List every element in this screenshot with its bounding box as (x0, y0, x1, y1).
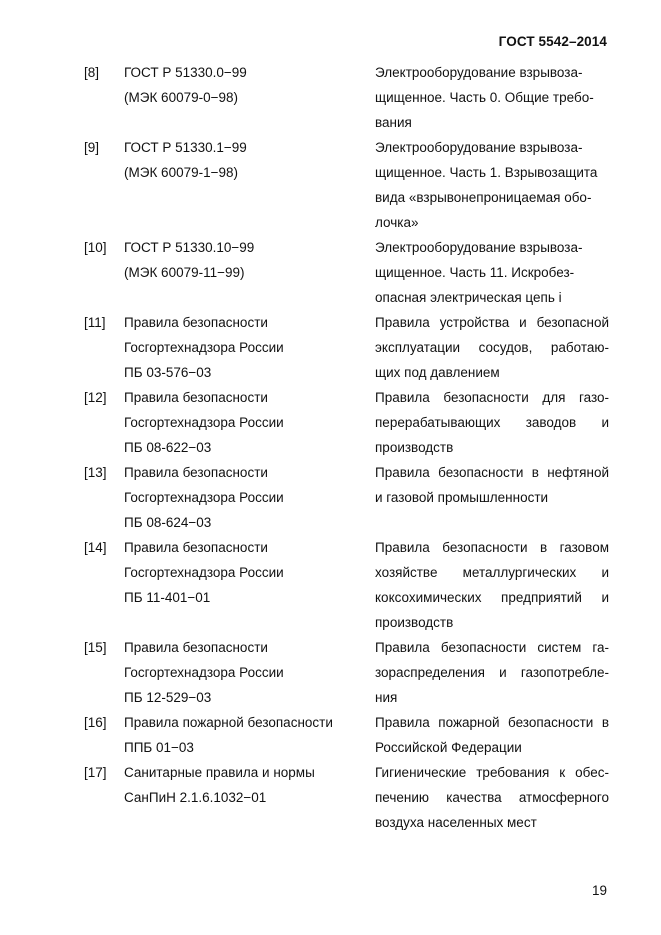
reference-document-line: (МЭК 60079-0−98) (124, 90, 238, 105)
reference-document-line: Госгортехнадзора России (124, 565, 284, 580)
reference-title-line: воздуха населенных мест (375, 815, 537, 830)
reference-title (375, 635, 609, 710)
reference-number: [16] (84, 715, 107, 730)
reference-document-line: (МЭК 60079-1−98) (124, 165, 238, 180)
reference-title (375, 60, 609, 135)
reference-row (84, 460, 609, 535)
reference-number: [13] (84, 465, 107, 480)
reference-document-line: Госгортехнадзора России (124, 340, 284, 355)
reference-number: [17] (84, 765, 107, 780)
reference-number: [14] (84, 540, 107, 555)
reference-title (375, 535, 609, 635)
reference-document-line: Правила безопасности (124, 540, 268, 555)
reference-title-line: производств (375, 615, 454, 630)
standard-header: ГОСТ 5542–2014 (498, 34, 607, 49)
reference-document-line: Госгортехнадзора России (124, 490, 284, 505)
reference-title-line: вида «взрывонепроницаемая обо- (375, 190, 592, 205)
reference-document-line: СанПиН 2.1.6.1032−01 (124, 790, 267, 805)
reference-row (84, 710, 609, 760)
page-number: 19 (591, 883, 607, 898)
reference-title-line: Электрооборудование взрывоза- (375, 240, 583, 255)
reference-title-line: и газовой промышленности (375, 490, 549, 505)
reference-title (375, 760, 609, 835)
reference-document-line: ГОСТ Р 51330.0−99 (124, 65, 247, 80)
reference-document (124, 760, 375, 810)
reference-title (375, 135, 609, 235)
reference-title-line: хозяйстве металлургических и (375, 565, 609, 580)
reference-document-line: Госгортехнадзора России (124, 415, 284, 430)
reference-document-line: ПБ 08-622−03 (124, 440, 212, 455)
reference-title-line: Правила безопасности систем га- (375, 640, 609, 655)
reference-title-line: Правила устройства и безопасной (375, 315, 609, 330)
reference-title-line: производств (375, 440, 454, 455)
reference-title-line: зораспределения и газопотребле- (375, 665, 609, 680)
reference-document-line: Санитарные правила и нормы (124, 765, 315, 780)
reference-title-line: щих под давлением (375, 365, 500, 380)
reference-document-line: Госгортехнадзора России (124, 665, 284, 680)
reference-document-line: ПБ 12-529−03 (124, 690, 212, 705)
reference-document (124, 460, 375, 535)
reference-title-line: Электрооборудование взрывоза- (375, 65, 583, 80)
reference-title-line: лочка» (375, 215, 419, 230)
reference-document-line: Правила безопасности (124, 315, 268, 330)
reference-number: [9] (84, 140, 100, 155)
reference-row (84, 235, 609, 310)
reference-document (124, 135, 375, 185)
reference-document-line: (МЭК 60079-11−99) (124, 265, 245, 280)
reference-document-line: ПБ 03-576−03 (124, 365, 212, 380)
reference-title-line: щищенное. Часть 11. Искробез- (375, 265, 575, 280)
reference-document (124, 635, 375, 710)
reference-title-line: эксплуатации сосудов, работаю- (375, 340, 609, 355)
reference-title-line: ния (375, 690, 398, 705)
reference-title-line: перерабатывающих заводов и (375, 415, 609, 430)
reference-document (124, 60, 375, 110)
reference-number: [10] (84, 240, 107, 255)
reference-row (84, 635, 609, 710)
reference-title-line: щищенное. Часть 0. Общие требо- (375, 90, 594, 105)
reference-title-line: Правила безопасности в нефтяной (375, 465, 609, 480)
reference-row (84, 535, 609, 635)
bibliography-list (84, 60, 609, 835)
reference-title (375, 710, 609, 760)
reference-title-line: Электрооборудование взрывоза- (375, 140, 583, 155)
reference-title-line: Гигиенические требования к обес- (375, 765, 609, 780)
reference-number: [8] (84, 65, 100, 80)
reference-title (375, 310, 609, 385)
reference-title (375, 385, 609, 460)
reference-number: [11] (84, 315, 106, 330)
reference-title-line: опасная электрическая цепь i (375, 290, 562, 305)
reference-number: [12] (84, 390, 107, 405)
reference-document-line: ППБ 01−03 (124, 740, 194, 755)
reference-title-line: Правила безопасности для газо- (375, 390, 609, 405)
reference-document (124, 235, 375, 285)
reference-title-line: вания (375, 115, 412, 130)
reference-document-line: ГОСТ Р 51330.1−99 (124, 140, 247, 155)
reference-document-line: Правила безопасности (124, 640, 268, 655)
reference-document-line: ГОСТ Р 51330.10−99 (124, 240, 255, 255)
reference-row (84, 310, 609, 385)
reference-document (124, 310, 375, 385)
reference-number: [15] (84, 640, 107, 655)
reference-document-line: Правила пожарной безопасности (124, 715, 333, 730)
reference-row (84, 385, 609, 460)
reference-row (84, 760, 609, 835)
reference-document (124, 710, 375, 760)
reference-title-line: коксохимических предприятий и (375, 590, 609, 605)
reference-title-line: щищенное. Часть 1. Взрывозащита (375, 165, 598, 180)
reference-document-line: ПБ 11-401−01 (124, 590, 211, 605)
reference-title-line: Российской Федерации (375, 740, 522, 755)
reference-document (124, 385, 375, 460)
reference-row (84, 135, 609, 235)
reference-document-line: Правила безопасности (124, 465, 268, 480)
reference-document-line: ПБ 08-624−03 (124, 515, 212, 530)
reference-title (375, 235, 609, 310)
reference-title-line: печению качества атмосферного (375, 790, 609, 805)
reference-document (124, 535, 375, 610)
reference-document-line: Правила безопасности (124, 390, 268, 405)
reference-row (84, 60, 609, 135)
reference-title-line: Правила пожарной безопасности в (375, 715, 609, 730)
reference-title-line: Правила безопасности в газовом (375, 540, 609, 555)
reference-title (375, 460, 609, 510)
